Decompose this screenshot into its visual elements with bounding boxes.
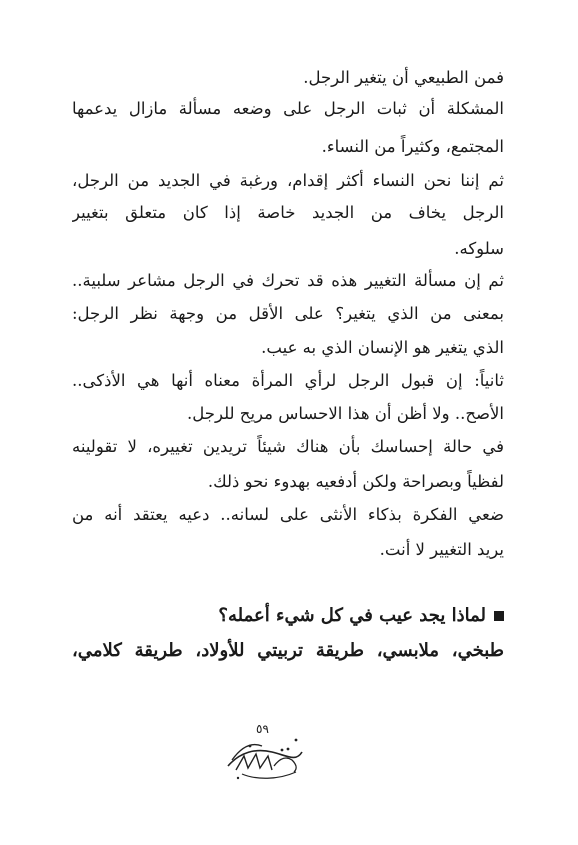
text-line: الأصح.. ولا أظن أن هذا الاحساس مريح للرجل. — [187, 404, 504, 423]
text-line: يريد التغيير لا أنت. — [379, 540, 504, 559]
text-line: لفظياً وبصراحة ولكن أدفعيه بهدوء نحو ذلك. — [207, 472, 504, 491]
text-line: ضعي الفكرة بذكاء الأنثى على لسانه.. دعيه يعتقد أنه من — [72, 505, 504, 524]
text-line: المجتمع، وكثيراً من النساء. — [321, 137, 504, 156]
text-line: بمعنى من الذي يتغير؟ على الأقل من وجهة نظر الرجل: — [72, 304, 504, 323]
text-line: المشكلة أن ثبات الرجل على وضعه مسألة مازال يدعمها — [72, 99, 504, 118]
question-line: طبخي، ملابسي، طريقة تربيتي للأولاد، طريقة كلامي، — [72, 640, 504, 661]
text-line: فمن الطبيعي أن يتغير الرجل. — [303, 68, 504, 87]
text-line: ثم إن مسألة التغيير هذه قد تحرك في الرجل مشاعر سلبية.. — [72, 271, 504, 290]
text-line: سلوكه. — [454, 239, 504, 258]
question-heading: لماذا يجد عيب في كل شيء أعمله؟ — [218, 605, 486, 626]
page-number: ٥٩ — [256, 722, 269, 736]
text-line: في حالة إحساسك بأن هناك شيئاً تريدين تغييره، لا تقولينه — [72, 437, 504, 456]
text-line: ثانياً: إن قبول الرجل لرأي المرأة معناه أنها هي الأذكى.. — [72, 371, 504, 390]
question-heading-line — [72, 601, 504, 631]
text-line: الذي يتغير هو الإنسان الذي به عيب. — [261, 338, 504, 357]
text-line: ثم إننا نحن النساء أكثر إقدام، ورغبة في الجديد من الرجل، — [72, 171, 504, 190]
square-bullet-icon — [494, 611, 504, 621]
page-number-seal — [222, 722, 306, 784]
text-line: الرجل يخاف من الجديد خاصة إذا كان متعلق بتغيير — [72, 203, 504, 222]
